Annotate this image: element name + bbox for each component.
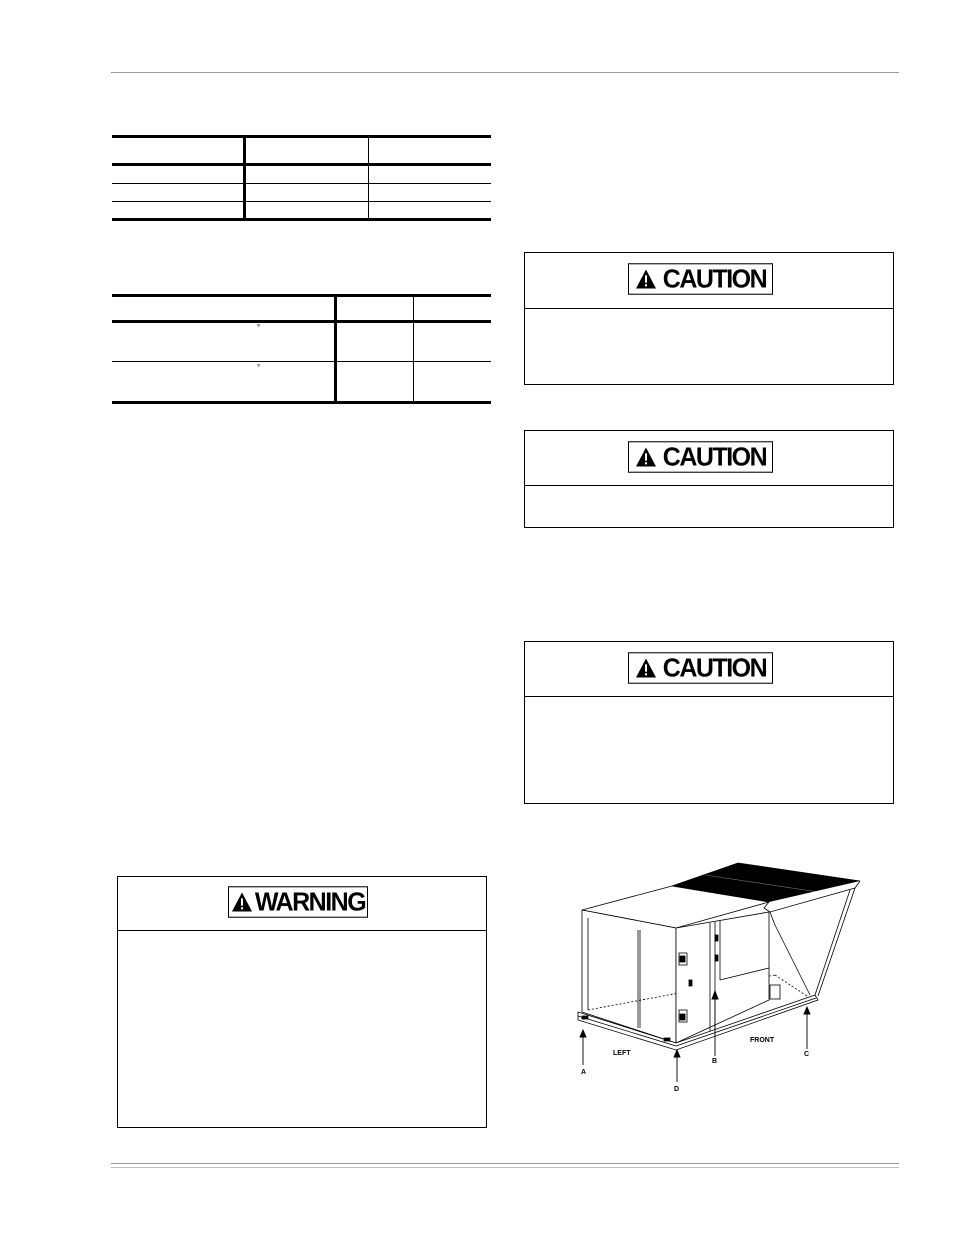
bottom-rule-2 — [111, 1167, 899, 1168]
bottom-rule-1 — [111, 1163, 899, 1164]
top-rule — [111, 72, 899, 73]
table-2-degree-2: ° — [257, 363, 261, 372]
warning-triangle-icon — [635, 658, 657, 679]
table-1 — [112, 135, 491, 221]
caution-box-2 — [524, 430, 894, 528]
warning-label — [228, 886, 368, 918]
caution-box-3 — [524, 641, 894, 804]
figure-label-left: LEFT — [613, 1050, 631, 1057]
figure-label-front: FRONT — [750, 1037, 775, 1044]
warning-triangle-icon — [635, 447, 657, 468]
warning-triangle-icon — [231, 892, 253, 913]
figure-label-d: D — [674, 1086, 680, 1093]
unit-figure — [560, 860, 880, 1100]
caution-label-3 — [628, 652, 773, 684]
figure-label-b: B — [712, 1058, 718, 1065]
warning-text: WARNING — [254, 886, 366, 917]
caution-text-1: CAUTION — [662, 263, 767, 294]
caution-box-1 — [524, 252, 894, 385]
figure-label-a: A — [581, 1069, 587, 1076]
caution-label-2 — [628, 441, 773, 473]
caution-text-3: CAUTION — [662, 652, 767, 683]
warning-box — [117, 876, 487, 1128]
caution-label-1 — [628, 263, 773, 295]
figure-label-c: C — [804, 1051, 810, 1058]
table-2 — [112, 294, 491, 404]
table-2-degree-1: ° — [257, 323, 261, 332]
caution-text-2: CAUTION — [662, 441, 767, 472]
warning-triangle-icon — [635, 269, 657, 290]
